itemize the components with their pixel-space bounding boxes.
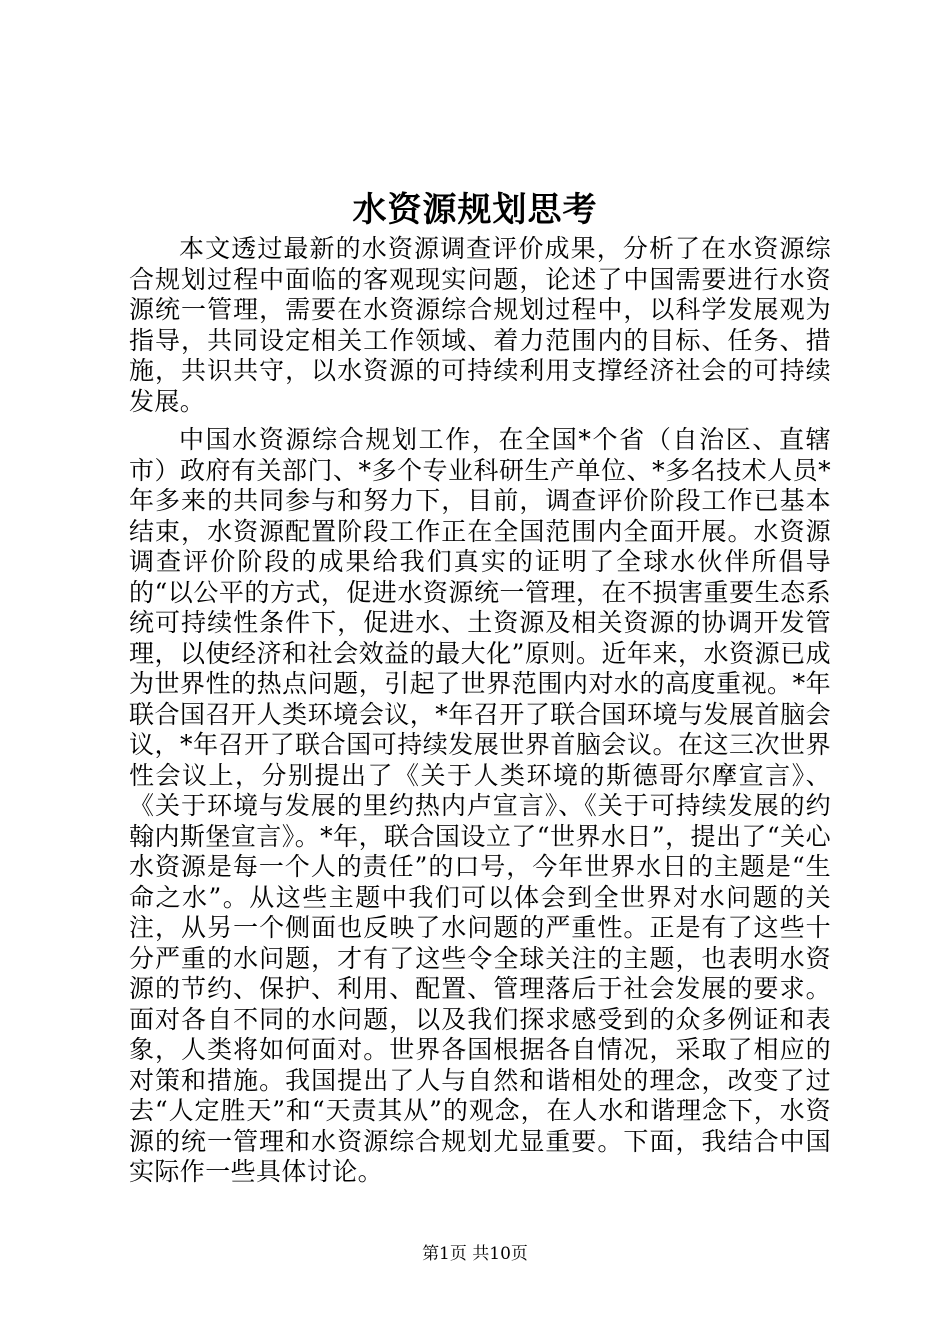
document-title: 水资源规划思考	[352, 190, 598, 230]
paragraph-abstract: 本文透过最新的水资源调查评价成果，分析了在水资源综合规划过程中面临的客观现实问题，论述了中国需要进行水资源统一管理，需要在水资源综合规划过程中，以科学发展观为指导，共同设定相关工作领域、着力范围内的目标、任务、措施，共识共守，以水资源的可持续利用支撑经济社会的可持续发展。	[129, 234, 831, 416]
document-body	[129, 234, 831, 1188]
paragraph-main: 中国水资源综合规划工作，在全国*个省（自治区、直辖市）政府有关部门、*多个专业科研生产单位、*多名技术人员*年多来的共同参与和努力下，目前，调查评价阶段工作已基本结束，水资源配置阶段工作正在全国范围内全面开展。水资源调查评价阶段的成果给我们真实的证明了全球水伙伴所倡导的“以公平的方式，促进水资源统一管理，在不损害重要生态系统可持续性条件下，促进水、土资源及相关资源的协调开发管理，以使经济和社会效益的最大化”原则。近年来，水资源已成为世界性的热点问题，引起了世界范围内对水的高度重视。*年联合国召开人类环境会议，*年召开了联合国环境与发展首脑会议，*年召开了联合国可持续发展世界首脑会议。在这三次世界性会议上，分别提出了《关于人类环境的斯德哥尔摩宣言》、《关于环境与发展的里约热内卢宣言》、《关于可持续发展的约翰内斯堡宣言》。*年，联合国设立了“世界水日”，提出了“关心水资源是每一个人的责任”的口号，今年世界水日的主题是“生命之水”。从这些主题中我们可以体会到全世界对水问题的关注，从另一个侧面也反映了水问题的严重性。正是有了这些十分严重的水问题，才有了这些令全球关注的主题，也表明水资源的节约、保护、利用、配置、管理落后于社会发展的要求。面对各自不同的水问题，以及我们探求感受到的众多例证和表象，人类将如何面对。世界各国根据各自情况，采取了相应的对策和措施。我国提出了人与自然和谐相处的理念，改变了过去“人定胜天”和“天责其从”的观念，在人水和谐理念下，水资源的统一管理和水资源综合规划尤显重要。下面，我结合中国实际作一些具体讨论。	[129, 425, 831, 1186]
page-number-footer: 第1页 共10页	[422, 1244, 528, 1264]
